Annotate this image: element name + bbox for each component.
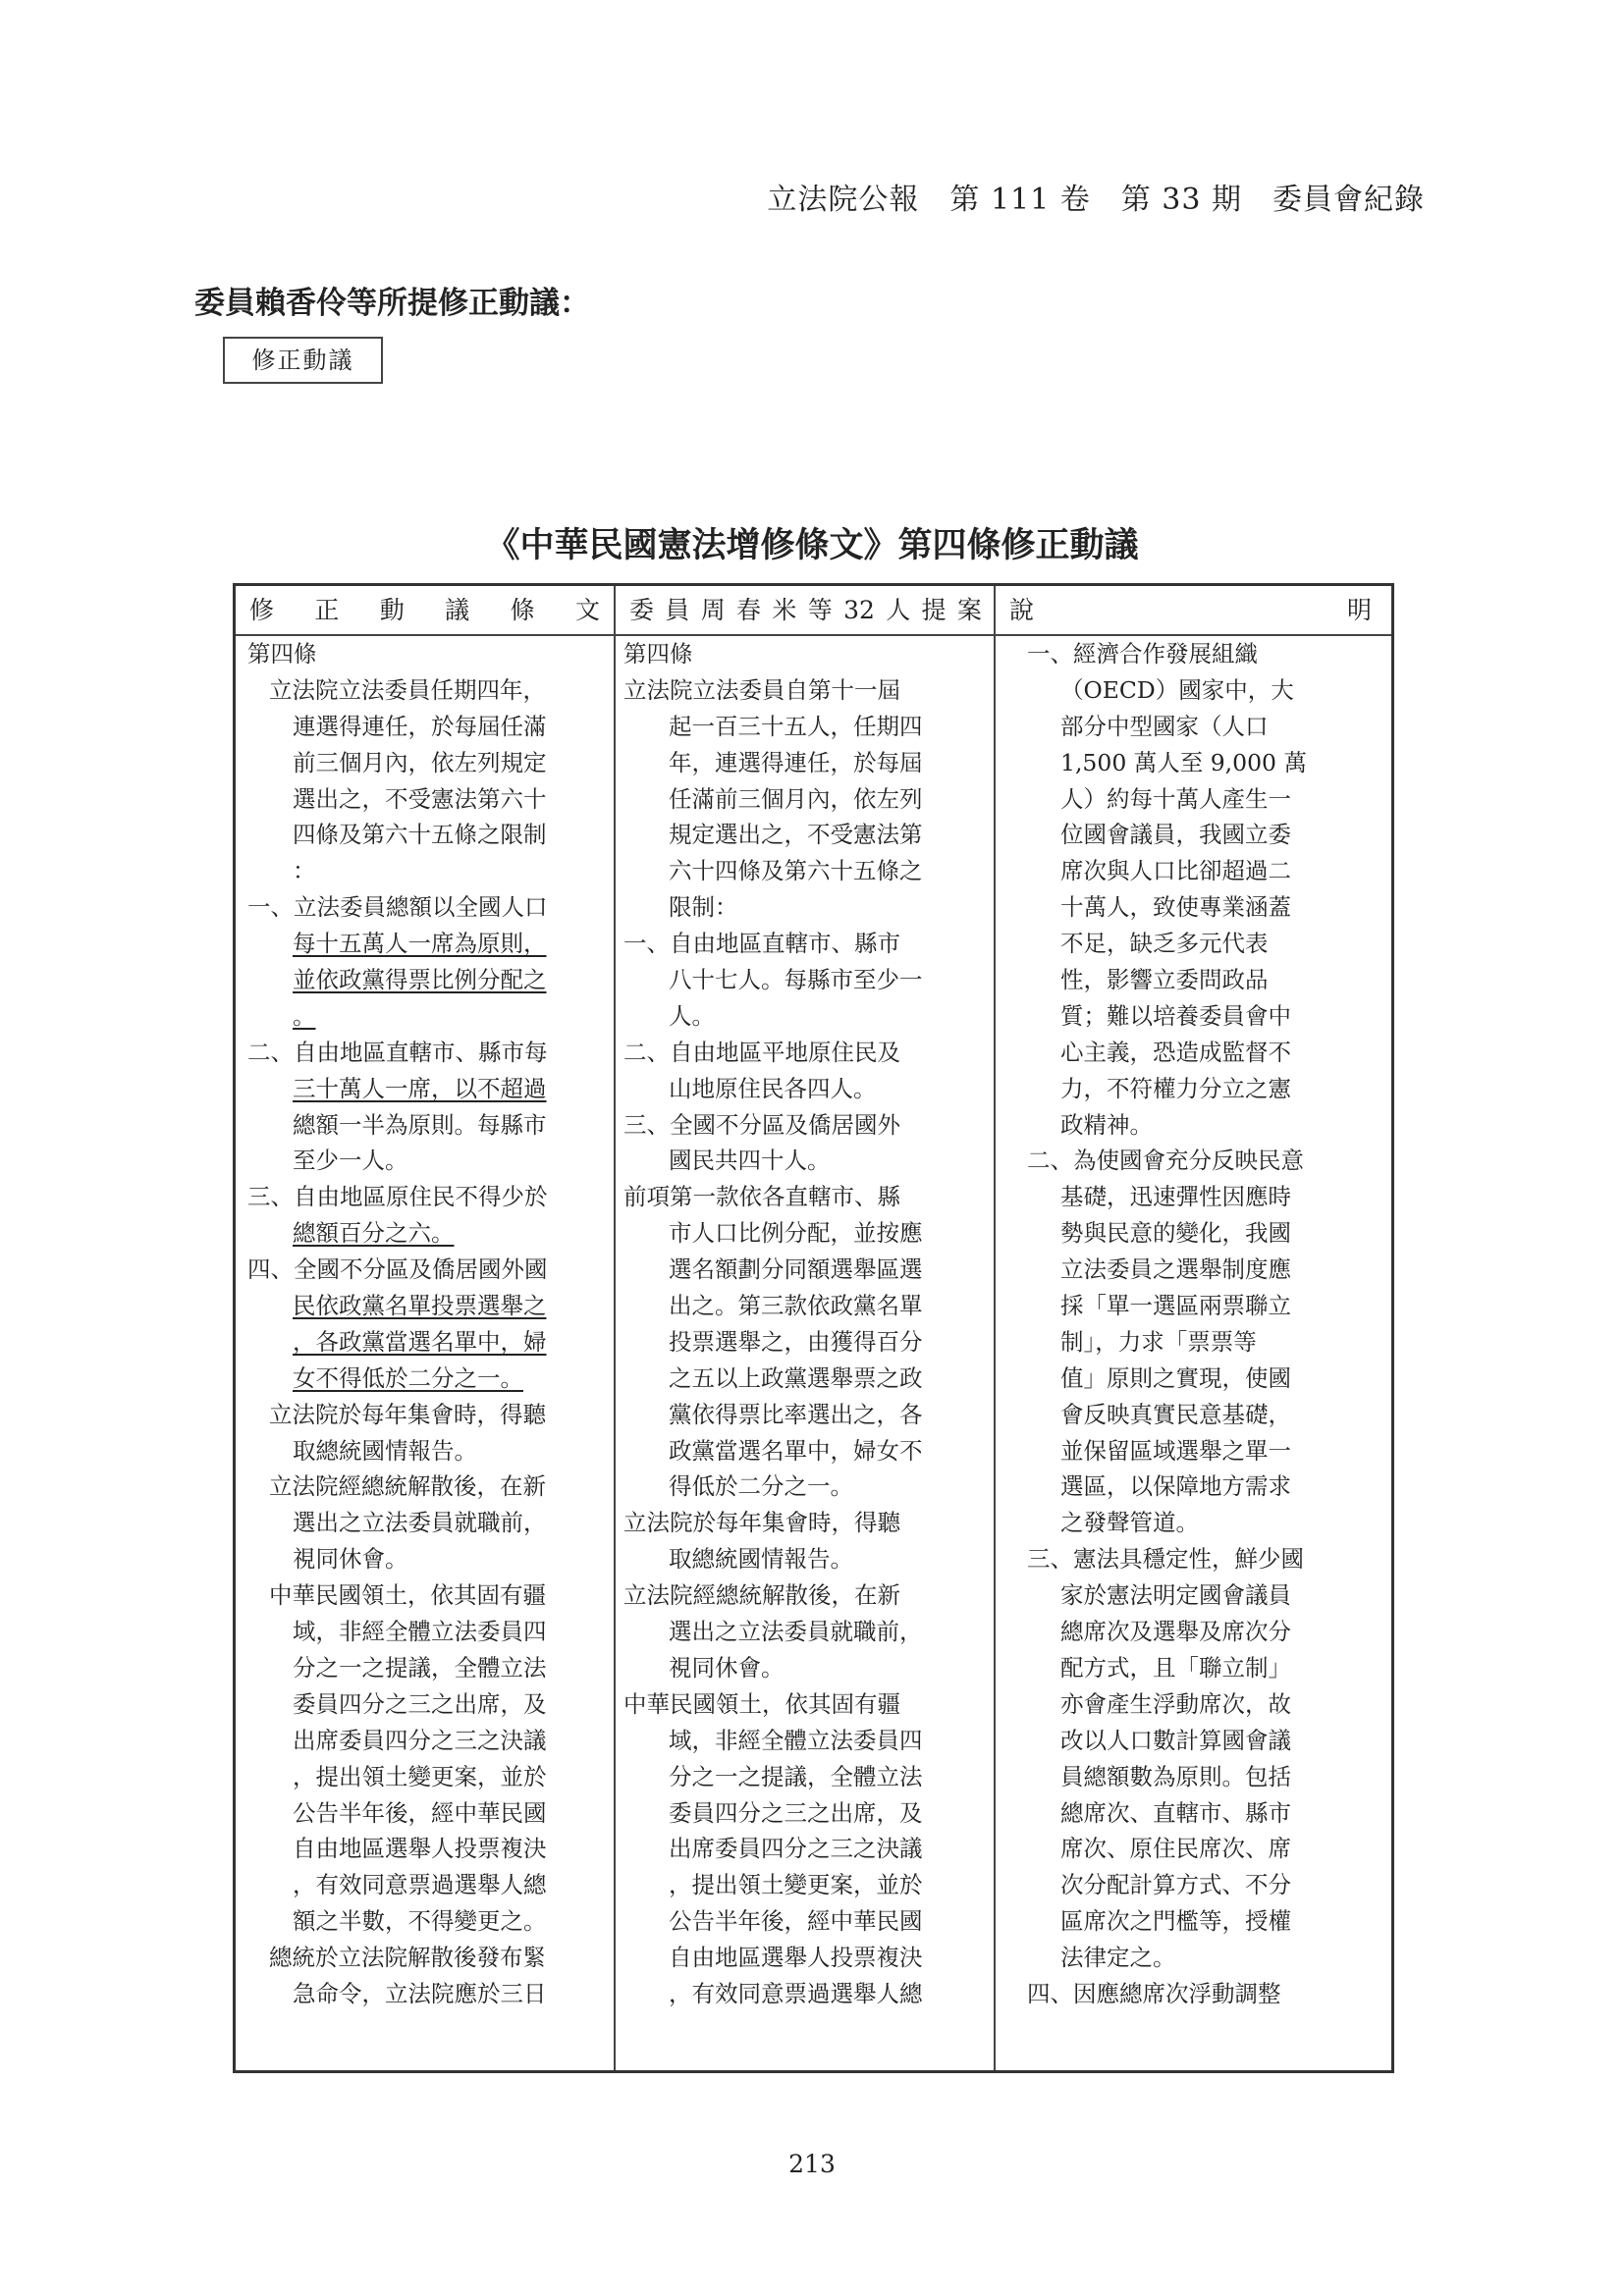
table-line [623,1577,986,1614]
line-text: 選名額劃分同額選舉區選 [669,1255,923,1284]
line-text: ，提出領土變更案，並於 [669,1871,923,1899]
line-text: 投票選舉之，由獲得百分 [669,1327,923,1356]
table-line [247,1903,606,1940]
table-line [623,1252,986,1288]
bulletin-header: 立法院公報 第 111 卷 第 33 期 委員會紀錄 [767,183,1425,217]
line-text: 立法院立法委員任期四年， [269,675,546,704]
table-line [623,1541,986,1577]
header-char: 員 [665,596,690,624]
table-line [623,1867,986,1903]
table-line [247,853,606,889]
line-text: 總額一半為原則。每縣市 [293,1110,547,1139]
table-line [247,889,606,926]
line-text: 立法院於每年集會時，得聽 [269,1400,546,1428]
motion-proposer-heading: 委員賴香伶等所提修正動議： [194,286,590,321]
table-line [247,1361,606,1397]
table-line [247,817,606,853]
table-line [247,1614,606,1650]
line-text: 一、立法委員總額以全國人口 [247,893,548,922]
table-line [1005,1867,1383,1903]
table-line [623,1795,986,1832]
line-text: 十萬人，致使專業涵蓋 [1060,893,1291,922]
line-text: 四、全國不分區及僑居國外國 [247,1255,548,1284]
table-line [1005,889,1383,926]
table-line [247,636,606,672]
line-text: 三、憲法具穩定性，鮮少國 [1027,1545,1304,1574]
table-line [1005,1940,1383,1976]
line-text: 域，非經全體立法委員四 [669,1726,923,1754]
line-text: 二、自由地區直轄市、縣市每 [247,1038,548,1066]
table-line [1005,709,1383,745]
line-text: 任滿前三個月內，依左列 [669,784,923,813]
header-char: 32 [843,596,875,624]
line-text: 採「單一選區兩票聯立 [1060,1292,1291,1320]
line-text: 不足，缺乏多元代表 [1060,930,1269,958]
table-line [247,672,606,709]
line-text: 公告半年後，經中華民國 [293,1798,547,1827]
table-line [247,1940,606,1976]
line-text: 二、自由地區平地原住民及 [623,1038,900,1066]
table-line [247,1976,606,2012]
table-line [623,709,986,745]
line-text: 席次、原住民席次、席 [1060,1835,1291,1863]
line-text: 位國會議員，我國立委 [1060,821,1291,849]
line-text: 並依政黨得票比例分配之 [293,966,547,994]
line-text: 選出之立法委員就職前， [669,1618,923,1646]
table-line [623,1107,986,1144]
line-text: 次分配計算方式、不分 [1060,1871,1291,1899]
line-text: 配方式，且「聯立制」 [1060,1653,1291,1682]
table-line [247,1723,606,1759]
line-text: 連選得連任，於每屆任滿 [293,712,547,740]
table-line [1005,1143,1383,1179]
table-line [247,1397,606,1433]
table-line [1005,1071,1383,1107]
table-line [1005,962,1383,998]
line-text: 至少一人。 [293,1147,408,1175]
line-text: 之五以上政黨選舉票之政 [669,1363,923,1392]
comparison-table [233,583,1394,2073]
table-line [1005,1976,1383,2012]
header-proposal [616,586,994,634]
table-line [1005,1468,1383,1505]
table-line [1005,1035,1383,1071]
line-text: ，有效同意票過選舉人總 [669,1979,923,2007]
line-text: 額之半數，不得變更之。 [293,1907,547,1936]
header-char: 周 [700,596,726,624]
line-text: 第四條 [247,640,317,667]
line-text: 區席次之門檻等，授權 [1060,1907,1291,1936]
line-text: 前項第一款依各直轄市、縣 [623,1183,900,1211]
table-line [1005,1179,1383,1215]
table-line [623,672,986,709]
line-text: 取總統國情報告。 [293,1436,477,1465]
line-text: 出席委員四分之三之決議 [669,1835,923,1863]
line-text: 基礎，迅速彈性因應時 [1060,1183,1291,1211]
table-line [1005,1795,1383,1832]
table-line [247,1759,606,1795]
table-line [623,1650,986,1686]
header-char: 文 [574,596,600,624]
table-line [623,1831,986,1867]
table-line [623,1759,986,1795]
table-line [1005,672,1383,709]
line-text: 分之一之提議，全體立法 [669,1762,923,1790]
line-text: 部分中型國家（人口 [1060,712,1269,740]
header-char: 說 [1009,596,1035,624]
table-line [623,1215,986,1252]
line-text: 選區，以保障地方需求 [1060,1472,1291,1501]
column-explanation [996,634,1391,2070]
table-line [1005,1433,1383,1469]
table-line [623,636,986,672]
table-line [623,889,986,926]
line-text: 規定選出之，不受憲法第 [669,821,923,849]
table-line [1005,1288,1383,1324]
table-line [1005,636,1383,672]
line-text: 急命令，立法院應於三日 [293,1979,547,2007]
table-line [1005,1397,1383,1433]
header-char: 人 [886,596,911,624]
table-line [1005,1759,1383,1795]
table-line [247,1433,606,1469]
line-text: 。 [293,1001,316,1030]
line-text: 女不得低於二分之一。 [293,1363,523,1392]
line-text: ，有效同意票過選舉人總 [293,1871,547,1899]
header-char: 議 [445,596,470,624]
line-text: 席次與人口比卻超過二 [1060,857,1291,885]
table-line [623,1505,986,1541]
line-text: 視同休會。 [293,1545,408,1574]
line-text: 四條及第六十五條之限制 [293,821,547,849]
line-text: 得低於二分之一。 [669,1472,853,1501]
table-line [1005,745,1383,781]
line-text: 家於憲法明定國會議員 [1060,1581,1291,1610]
line-text: 1,500 萬人至 9,000 萬 [1060,748,1307,776]
header-char: 提 [921,596,947,624]
table-line [247,926,606,962]
line-text: 之發聲管道。 [1060,1509,1199,1537]
table-line [1005,1577,1383,1614]
table-line [1005,817,1383,853]
line-text: 選出之立法委員就職前， [293,1509,547,1537]
line-text: 三、全國不分區及僑居國外 [623,1110,900,1139]
table-line [623,1614,986,1650]
table-line [623,1361,986,1397]
line-text: 前三個月內，依左列規定 [293,748,547,776]
line-text: 限制： [669,893,738,922]
table-line [1005,1107,1383,1144]
line-text: 總席次、直轄市、縣市 [1060,1798,1291,1827]
table-line [247,1035,606,1071]
table-line [1005,1541,1383,1577]
line-text: 中華民國領土，依其固有疆 [623,1689,900,1718]
line-text: 立法院於每年集會時，得聽 [623,1509,900,1537]
table-line [623,1686,986,1723]
table-line [1005,853,1383,889]
table-line [623,1468,986,1505]
line-text: 員總額數為原則。包括 [1060,1762,1291,1790]
line-text: 國民共四十人。 [669,1147,831,1175]
table-line [247,1686,606,1723]
header-char: 案 [956,596,982,624]
table-line [623,998,986,1035]
line-text: 心主義，恐造成監督不 [1060,1038,1291,1066]
table-line [1005,781,1383,818]
table-line [623,781,986,818]
table-line [623,1723,986,1759]
header-explanation [996,586,1391,634]
line-text: 委員四分之三之出席，及 [669,1798,923,1827]
line-text: ： [293,857,316,885]
table-line [247,962,606,998]
line-text: 二、為使國會充分反映民意 [1027,1147,1304,1175]
column-proposal-text [616,634,994,2070]
table-line [247,781,606,818]
line-text: 立法院經總統解散後，在新 [623,1581,900,1610]
table-line [247,1071,606,1107]
line-text: 法律定之。 [1060,1944,1176,1972]
line-text: 公告半年後，經中華民國 [669,1907,923,1936]
line-text: 制」，力求「票票等 [1060,1327,1257,1356]
line-text: 中華民國領土，依其固有疆 [269,1581,546,1610]
table-line [247,1143,606,1179]
line-text: 取總統國情報告。 [669,1545,853,1574]
table-line [623,1288,986,1324]
line-text: 視同休會。 [669,1653,785,1682]
line-text: 四、因應總席次浮動調整 [1027,1979,1281,2007]
line-text: 政黨當選名單中，婦女不 [669,1436,923,1465]
header-char: 動 [379,596,405,624]
table-line [623,1433,986,1469]
line-text: 第四條 [623,640,693,667]
table-line [1005,926,1383,962]
table-line [247,1541,606,1577]
line-text: 三、自由地區原住民不得少於 [247,1183,548,1211]
table-line [247,1107,606,1144]
header-char: 等 [807,596,833,624]
line-text: 質；難以培養委員會中 [1060,1001,1291,1030]
table-line [247,1179,606,1215]
table-line [623,817,986,853]
line-text: 一、經濟合作發展組織 [1027,640,1258,667]
table-line [1005,1831,1383,1867]
amendment-motion-tag: 修正動議 [223,337,383,384]
table-line [247,998,606,1035]
table-line [247,1831,606,1867]
table-line [247,1288,606,1324]
table-line [1005,1505,1383,1541]
line-text: 總統於立法院解散後發布緊 [269,1944,546,1972]
table-line [623,853,986,889]
table-line [1005,1650,1383,1686]
table-line [1005,1614,1383,1650]
line-text: 總席次及選舉及席次分 [1060,1618,1291,1646]
line-text: 立法院立法委員自第十一屆 [623,675,900,704]
table-line [1005,1361,1383,1397]
table-line [1005,1252,1383,1288]
table-line [623,1397,986,1433]
table-line [623,926,986,962]
line-text: 立法委員之選舉制度應 [1060,1255,1291,1284]
line-text: 一、自由地區直轄市、縣市 [623,930,900,958]
table-line [623,1976,986,2012]
table-line [1005,1686,1383,1723]
line-text: 每十五萬人一席為原則， [293,930,547,958]
header-amended-text [236,586,614,634]
line-text: 市人口比例分配，並按應 [669,1219,923,1248]
line-text: 總額百分之六。 [293,1219,455,1248]
header-char: 米 [772,596,797,624]
line-text: 亦會產生浮動席次，故 [1060,1689,1291,1718]
table-line [247,1468,606,1505]
line-text: 黨依得票比率選出之，各 [669,1400,923,1428]
line-text: 人。 [669,1001,715,1030]
line-text: 自由地區選舉人投票複決 [293,1835,547,1863]
line-text: 政精神。 [1060,1110,1153,1139]
table-line [623,1940,986,1976]
header-char: 修 [249,596,275,624]
table-line [247,709,606,745]
line-text: 六十四條及第六十五條之 [669,857,923,885]
table-line [1005,998,1383,1035]
header-char: 明 [1346,596,1372,624]
column-amended-text [236,634,614,2070]
line-text: 自由地區選舉人投票複決 [669,1944,923,1972]
line-text: 域，非經全體立法委員四 [293,1618,547,1646]
header-char: 條 [510,596,535,624]
line-text: 出席委員四分之三之決議 [293,1726,547,1754]
table-line [247,1324,606,1361]
table-line [247,1252,606,1288]
line-text: 會反映真實民意基礎， [1060,1400,1291,1428]
line-text: 民依政黨名單投票選舉之 [293,1292,547,1320]
line-text: 勢與民意的變化，我國 [1060,1219,1291,1248]
line-text: （OECD）國家中，大 [1060,675,1294,704]
table-line [1005,1215,1383,1252]
table-line [623,745,986,781]
header-char: 正 [314,596,340,624]
table-line [247,745,606,781]
table-line [623,962,986,998]
table-line [247,1577,606,1614]
table-line [247,1867,606,1903]
line-text: 八十七人。每縣市至少一 [669,966,923,994]
table-line [247,1505,606,1541]
line-text: 年，連選得連任，於每屆 [669,748,923,776]
line-text: 委員四分之三之出席，及 [293,1689,547,1718]
line-text: 力，不符權力分立之憲 [1060,1074,1291,1102]
line-text: 性，影響立委問政品 [1060,966,1269,994]
table-line [623,1903,986,1940]
table-line [623,1324,986,1361]
table-line [1005,1723,1383,1759]
table-line [247,1795,606,1832]
header-char: 春 [736,596,762,624]
line-text: 選出之，不受憲法第六十 [293,784,547,813]
line-text: ，提出領土變更案，並於 [293,1762,547,1790]
table-line [1005,1903,1383,1940]
line-text: 值」原則之實現，使國 [1060,1363,1291,1392]
table-line [247,1215,606,1252]
table-line [623,1035,986,1071]
line-text: 起一百三十五人，任期四 [669,712,923,740]
table-line [623,1071,986,1107]
line-text: 並保留區域選舉之單一 [1060,1436,1291,1465]
line-text: 山地原住民各四人。 [669,1074,877,1102]
table-line [247,1650,606,1686]
line-text: 立法院經總統解散後，在新 [269,1472,546,1501]
line-text: 改以人口數計算國會議 [1060,1726,1291,1754]
table-header-row [236,586,1391,636]
line-text: 三十萬人一席，以不超過 [293,1074,547,1102]
line-text: 分之一之提議，全體立法 [293,1653,547,1682]
table-line [1005,1324,1383,1361]
header-char: 委 [629,596,655,624]
line-text: ，各政黨當選名單中，婦 [293,1327,547,1356]
page-number: 213 [788,2150,836,2178]
document-title: 《中華民國憲法增修條文》第四條修正動議 [485,525,1139,565]
line-text: 人）約每十萬人產生一 [1060,784,1291,813]
line-text: 出之。第三款依政黨名單 [669,1292,923,1320]
table-line [623,1179,986,1215]
table-line [623,1143,986,1179]
